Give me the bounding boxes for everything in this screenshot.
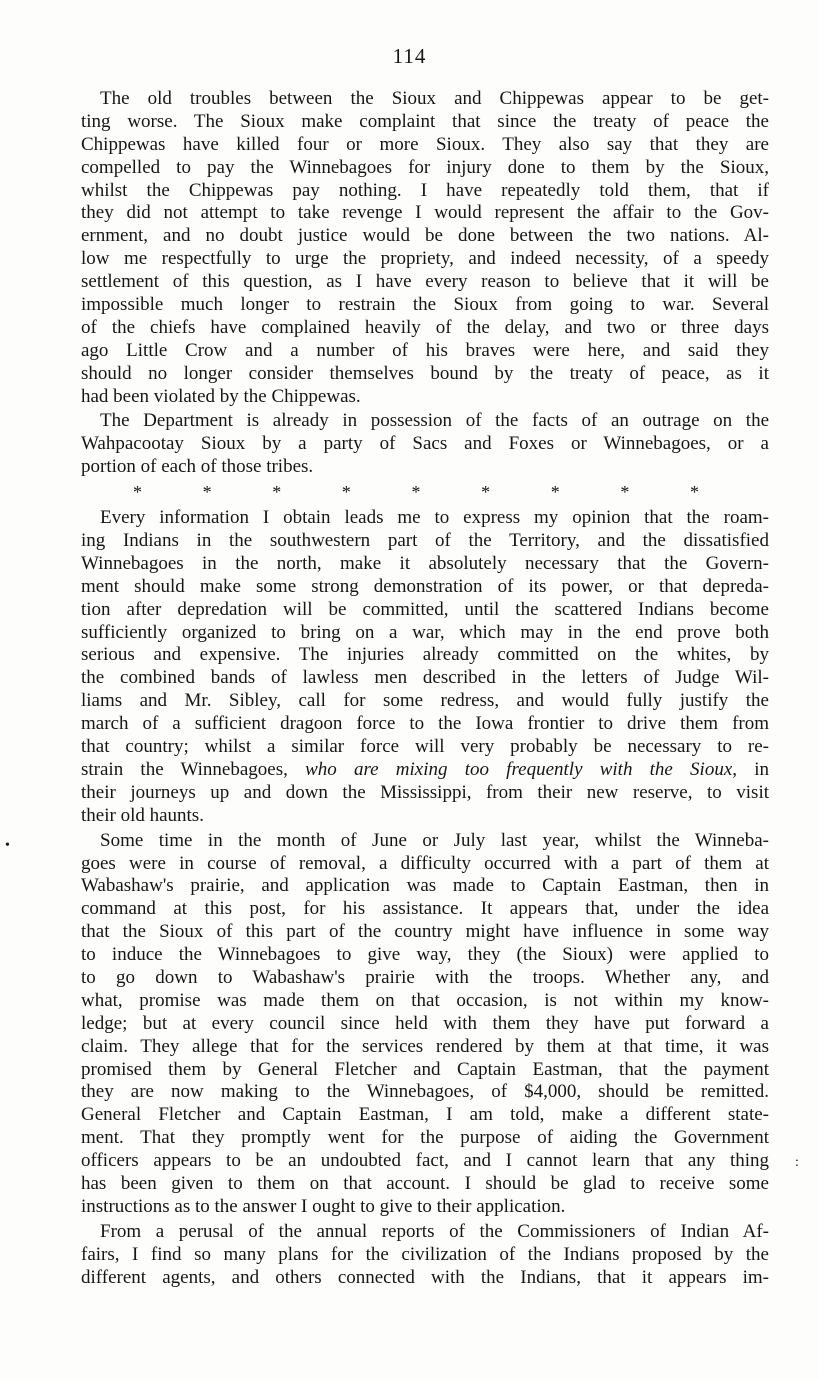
text-line: of the chiefs have complained heavily of the delay, and two or three days (81, 316, 769, 338)
text-line: Every information I obtain leads me to express my opinion that the roam- (100, 507, 769, 529)
text-line: Wabashaw's prairie, and application was made to Captain Eastman, then in (81, 875, 769, 897)
text-line: that the Sioux of this part of the country might have influence in some way (81, 921, 769, 943)
margin-mark-right: : (795, 1155, 799, 1170)
text-line: General Fletcher and Captain Eastman, I am told, make a different state- (81, 1104, 769, 1126)
paragraph-wabashaw-prairie (81, 830, 769, 1219)
text-line: had been violated by the Chippewas. (81, 385, 361, 407)
paragraph-annual-reports (81, 1221, 769, 1290)
text-line: goes were in course of removal, a difficulty occurred with a part of them at (81, 852, 769, 874)
text-line: low me respectfully to urge the propriety, and indeed necessity, of a speedy (81, 248, 769, 270)
text-line: to induce the Winnebagoes to give way, they (the Sioux) were applied to (81, 944, 769, 966)
text-line: Wahpacootay Sioux by a party of Sacs and Foxes or Winnebagoes, or a (81, 433, 769, 455)
text-line: their journeys up and down the Mississippi, from their new reserve, to visit (81, 781, 769, 803)
text-line: impossible much longer to restrain the Sioux from going to war. Several (81, 294, 769, 316)
italic-phrase: who are mixing too frequently with the Sioux, (305, 758, 738, 780)
text-line: promised them by General Fletcher and Captain Eastman, that the payment (81, 1058, 769, 1080)
asterisk: * (550, 482, 560, 503)
text-line: they are now making to the Winnebagoes, of $4,000, should be remitted. (81, 1081, 769, 1103)
margin-mark-left: • (5, 838, 10, 853)
text-line: settlement of this question, as I have every reason to believe that it will be (81, 271, 769, 293)
asterisk: * (202, 482, 212, 503)
asterisk: * (272, 482, 282, 503)
text-line: different agents, and others connected with the Indians, that it appears im- (81, 1266, 769, 1288)
text-line: Winnebagoes in the north, make it absolutely necessary that the Govern- (81, 552, 769, 574)
paragraph-sioux-chippewa-troubles (81, 88, 769, 408)
text-line: command at this post, for his assistance. It appears that, under the idea (81, 898, 769, 920)
text-line: ment. That they promptly went for the purpose of aiding the Government (81, 1127, 769, 1149)
asterisk: * (341, 482, 351, 503)
asterisk: * (620, 482, 630, 503)
text-line: The Department is already in possession of the facts of an outrage on the (100, 410, 769, 432)
text-line: ledge; but at every council since held with them they have put forward a (81, 1012, 769, 1034)
asterisk: * (133, 482, 142, 503)
text-line: fairs, I find so many plans for the civilization of the Indians proposed by the (81, 1243, 769, 1265)
text-segment: in (754, 758, 770, 780)
text-line: that country; whilst a similar force will very probably be necessary to re- (81, 736, 769, 758)
text-line: march of a sufficient dragoon force to the Iowa frontier to drive them from (81, 713, 769, 735)
text-line: what, promise was made them on that occasion, is not within my know- (81, 989, 769, 1011)
text-line: Chippewas have killed four or more Sioux. They also say that they are (81, 133, 769, 155)
text-line: The old troubles between the Sioux and Chippewas appear to be get- (100, 88, 769, 109)
text-line: their old haunts. (81, 804, 204, 826)
text-line: they did not attempt to take revenge I would represent the affair to the Gov- (81, 202, 769, 224)
text-line: portion of each of those tribes. (81, 456, 314, 478)
text-line: has been given to them on that account. I should be glad to receive some (81, 1172, 769, 1194)
text-line: instructions as to the answer I ought to give to their application. (81, 1195, 566, 1217)
text-line: liams and Mr. Sibley, call for some redress, and would fully justify the (81, 690, 769, 712)
text-segment: strain the Winnebagoes, (81, 758, 288, 780)
text-line-with-italic (81, 759, 769, 782)
text-line: should no longer consider themselves bound by the treaty of peace, as it (81, 362, 769, 384)
text-line: ing Indians in the southwestern part of the Territory, and the dissatisfied (81, 530, 769, 552)
text-line: ago Little Crow and a number of his braves were here, and said they (81, 339, 769, 361)
text-line: ting worse. The Sioux make complaint that since the treaty of peace the (81, 110, 769, 132)
page-number: 114 (392, 44, 427, 68)
text-line: the combined bands of lawless men described in the letters of Judge Wil- (81, 667, 769, 689)
paragraph-wahpacootay-outrage (81, 410, 769, 479)
text-line: From a perusal of the annual reports of the Commissioners of Indian Af- (100, 1220, 769, 1242)
text-line: officers appears to be an undoubted fact, and I cannot learn that any thing (81, 1150, 769, 1172)
text-line: sufficiently organized to bring on a war, which may in the end prove both (81, 621, 769, 643)
asterisk: * (411, 482, 421, 503)
asterisk: * (690, 482, 699, 503)
asterisk: * (481, 482, 491, 503)
paragraph-roaming-indians (81, 507, 769, 827)
text-line: ment should make some strong demonstration of its power, or that depreda- (81, 575, 769, 597)
text-line: claim. They allege that for the services rendered by them at that time, it was (81, 1035, 769, 1057)
text-line: to go down to Wabashaw's prairie with the troops. Whether any, and (81, 966, 769, 988)
text-line: compelled to pay the Winnebagoes for injury done to them by the Sioux, (81, 156, 769, 178)
text-line: ernment, and no doubt justice would be done between the two nations. Al- (81, 225, 769, 247)
text-line: tion after depredation will be committed, until the scattered Indians become (81, 598, 769, 620)
body-text (81, 88, 769, 1289)
text-line: serious and expensive. The injuries already committed on the whites, by (81, 644, 769, 666)
asterisk-separator (81, 479, 769, 505)
text-line: Some time in the month of June or July last year, whilst the Winneba- (100, 829, 769, 851)
text-line: whilst the Chippewas pay nothing. I have repeatedly told them, that if (81, 179, 769, 201)
